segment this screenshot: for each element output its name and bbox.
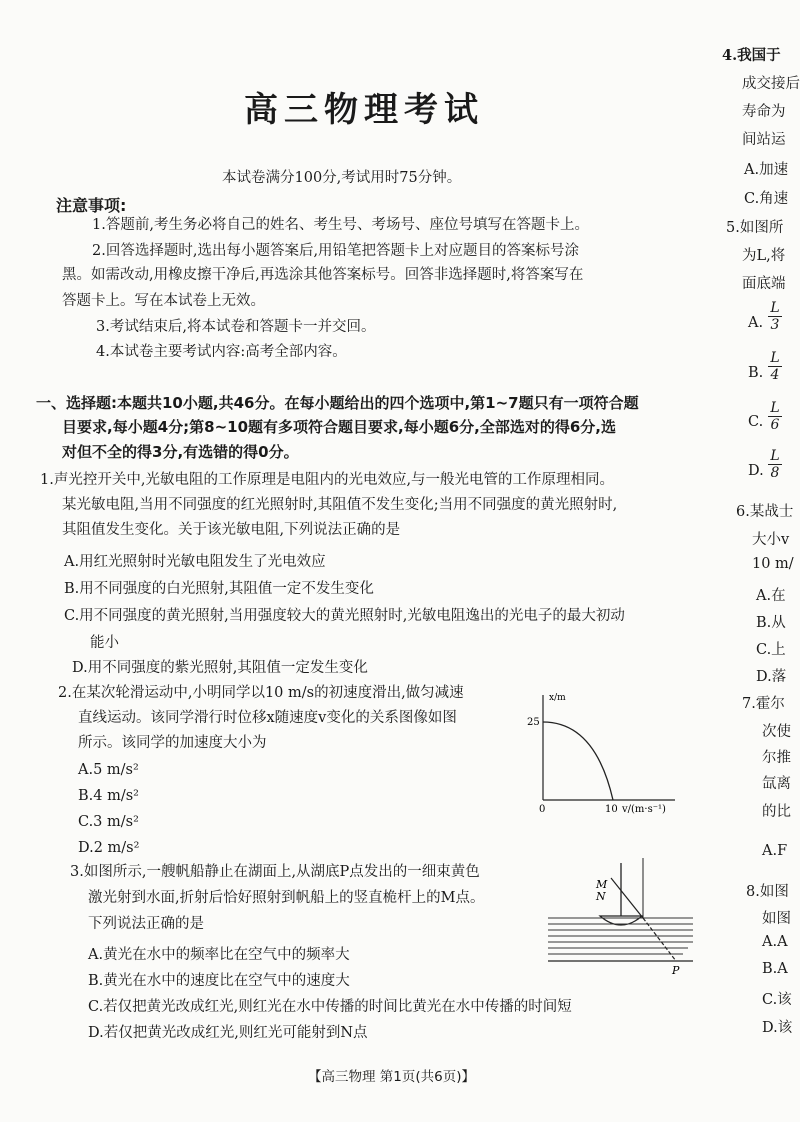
fraction: $\frac{L}{8}$ — [768, 448, 782, 481]
option: C.3 m/s² — [78, 814, 139, 830]
option: D.若仅把黄光改成红光,则红光可能射到N点 — [88, 1025, 368, 1041]
right-col-line: A.加速 — [744, 162, 789, 178]
right-col-line: C.该 — [762, 992, 792, 1008]
notice-item: 答题卡上。写在本试卷上无效。 — [62, 293, 265, 309]
right-col-line: B.从 — [756, 615, 786, 631]
section-instructions: 目要求,每小题4分;第8~10题有多项符合题目要求,每小题6分,全部选对的得6分,选 — [62, 418, 616, 436]
light-ray-air — [611, 878, 643, 918]
right-col-line: 10 m/ — [752, 556, 794, 572]
right-col-line: 氙离 — [762, 776, 791, 792]
question-stem: 下列说法正确的是 — [88, 916, 204, 932]
option: A.用红光照射时光敏电阻发生了光电效应 — [64, 554, 326, 570]
question-stem: 3.如图所示,一艘帆船静止在湖面上,从湖底P点发出的一细束黄色 — [70, 864, 480, 880]
right-col-line: 成交接后 — [742, 76, 800, 92]
option: 能小 — [90, 635, 119, 651]
label-n: N — [596, 890, 606, 903]
option: D.用不同强度的紫光照射,其阻值一定发生变化 — [72, 660, 368, 676]
right-col-line: C.角速 — [744, 191, 789, 207]
right-col-line: 4.我国于 — [722, 47, 781, 64]
y-mark: 25 — [527, 717, 540, 728]
exam-info: 本试卷满分100分,考试用时75分钟。 — [222, 170, 462, 186]
fraction: $\frac{L}{6}$ — [768, 400, 782, 433]
fraction: $\frac{L}{3}$ — [768, 300, 782, 333]
right-col-line: 8.如图 — [746, 884, 789, 900]
question-stem: 其阻值发生变化。关于该光敏电阻,下列说法正确的是 — [62, 522, 401, 538]
curve — [543, 722, 613, 800]
origin-label: 0 — [539, 804, 546, 815]
option: C.用不同强度的黄光照射,当用强度较大的黄光照射时,光敏电阻逸出的光电子的最大初动 — [64, 608, 625, 624]
notice-item: 黑。如需改动,用橡皮擦干净后,再选涂其他答案标号。回答非选择题时,将答案写在 — [62, 267, 584, 283]
right-col-line: 次使 — [762, 724, 791, 740]
right-col-line: D.落 — [756, 669, 787, 685]
option: D.2 m/s² — [78, 840, 140, 856]
option: C.若仅把黄光改成红光,则红光在水中传播的时间比黄光在水中传播的时间短 — [88, 999, 572, 1015]
question-stem: 直线运动。该同学滑行时位移x随速度v变化的关系图像如图 — [78, 710, 457, 726]
notice-item: 1.答题前,考生务必将自己的姓名、考生号、考场号、座位号填写在答题卡上。 — [92, 217, 589, 233]
right-col-line: A.在 — [756, 588, 786, 604]
x-v-graph — [525, 690, 685, 815]
question-stem: 激光射到水面,折射后恰好照射到帆船上的竖直桅杆上的M点。 — [88, 890, 485, 906]
right-col-line: 7.霍尔 — [742, 696, 785, 712]
option-label: B. — [748, 365, 764, 381]
option-label: C. — [748, 414, 764, 430]
option-label: D. — [748, 463, 764, 479]
sailboat-figure — [548, 858, 698, 983]
right-col-line: 寿命为 — [742, 104, 786, 120]
page-title: 高三物理考试 — [244, 90, 484, 130]
x-axis-label: v/(m·s⁻¹) — [622, 804, 666, 815]
water-lines — [548, 918, 693, 954]
option: A.5 m/s² — [78, 762, 139, 778]
section-instructions: 一、选择题:本题共10小题,共46分。在每小题给出的四个选项中,第1~7题只有一项符合题 — [36, 394, 639, 412]
option: B.黄光在水中的速度比在空气中的速度大 — [88, 973, 350, 989]
right-col-line: D.该 — [762, 1020, 793, 1036]
right-col-line: A.A — [762, 934, 788, 950]
label-m: M — [596, 878, 608, 891]
option: B.4 m/s² — [78, 788, 139, 804]
x-mark: 10 — [605, 804, 618, 815]
notice-item: 2.回答选择题时,选出每小题答案后,用铅笔把答题卡上对应题目的答案标号涂 — [92, 243, 580, 259]
right-col-line: 间站运 — [742, 132, 786, 148]
option-label: A. — [748, 315, 764, 331]
notice-item: 4.本试卷主要考试内容:高考全部内容。 — [96, 344, 347, 360]
question-stem: 1.声光控开关中,光敏电阻的工作原理是电阻内的光电效应,与一般光电管的工作原理相同。 — [40, 472, 615, 488]
question-stem: 2.在某次轮滑运动中,小明同学以10 m/s的初速度滑出,做匀减速 — [58, 685, 464, 701]
question-stem: 所示。该同学的加速度大小为 — [78, 735, 267, 751]
notice-heading: 注意事项: — [56, 196, 127, 215]
y-axis-label: x/m — [549, 693, 566, 703]
right-col-line: 的比 — [762, 804, 791, 820]
right-col-line: A.F — [762, 843, 788, 859]
right-col-line: 5.如图所 — [726, 220, 784, 236]
right-col-line: 6.某战士 — [736, 504, 794, 520]
notice-item: 3.考试结束后,将本试卷和答题卡一并交回。 — [96, 319, 376, 335]
fraction: $\frac{L}{4}$ — [768, 350, 782, 383]
question-stem: 某光敏电阻,当用不同强度的红光照射时,其阻值不发生变化;当用不同强度的黄光照射时, — [62, 497, 618, 513]
right-col-line: 面底端 — [742, 276, 786, 292]
light-ray-water — [643, 918, 676, 961]
label-p: P — [672, 964, 680, 977]
right-col-line: B.A — [762, 961, 788, 977]
page-footer: 【高三物理 第1页(共6页)】 — [308, 1069, 476, 1085]
right-col-line: 大小v — [752, 532, 790, 548]
right-col-line: 尔推 — [762, 750, 791, 766]
right-col-line: C.上 — [756, 642, 786, 658]
section-instructions: 对但不全的得3分,有选错的得0分。 — [62, 443, 299, 461]
right-col-line: 为L,将 — [742, 248, 786, 264]
right-col-line: 如图 — [762, 911, 791, 927]
option: B.用不同强度的白光照射,其阻值一定不发生变化 — [64, 581, 374, 597]
option: A.黄光在水中的频率比在空气中的频率大 — [88, 947, 350, 963]
